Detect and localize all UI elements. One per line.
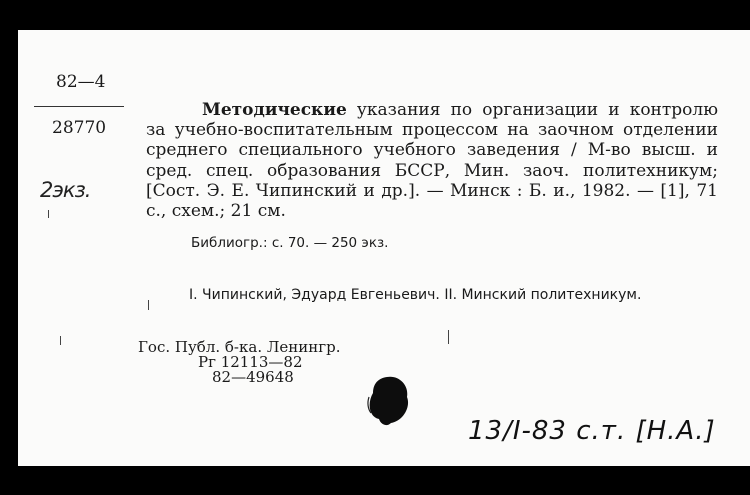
library-line-2: Рг 12113—82 [198, 353, 303, 371]
pencil-mark [448, 330, 449, 344]
tracing-entries: I. Чипинский, Эдуард Евгеньевич. II. Минский политехникум. [189, 287, 642, 303]
call-number-rule [34, 106, 124, 107]
ink-blot [365, 373, 413, 429]
pencil-mark [48, 210, 49, 218]
bibliography-note: Библиогр.: с. 70. — 250 экз. [191, 235, 389, 251]
bibliographic-description [146, 100, 718, 221]
description-title: Методические [202, 100, 347, 120]
pencil-mark [60, 336, 61, 345]
catalog-card [18, 30, 750, 466]
pencil-mark [148, 300, 149, 310]
handwritten-copies-note: 2экз. [40, 178, 91, 202]
library-line-1: Гос. Публ. б-ка. Ленингр. [138, 338, 341, 356]
call-number-top: 82—4 [56, 72, 106, 92]
description-text: указания по организации и контролю за учебно-воспитательным процессом на заочном отделении среднего специального учебного заведения / М-во высш. и сред. спец. образования БССР, Мин. заоч. политехникум; [Сост. Э. Е. Чипинский и др.]. — Минск : Б. и., 1982. — [1], 71 с., схем.; 21 см. [146, 100, 719, 222]
library-line-3: 82—49648 [212, 368, 294, 386]
call-number-bottom: 28770 [52, 118, 107, 138]
library-stamp [138, 340, 340, 385]
handwritten-date: 13/I-83 с.т. [Н.А.] [468, 416, 716, 446]
